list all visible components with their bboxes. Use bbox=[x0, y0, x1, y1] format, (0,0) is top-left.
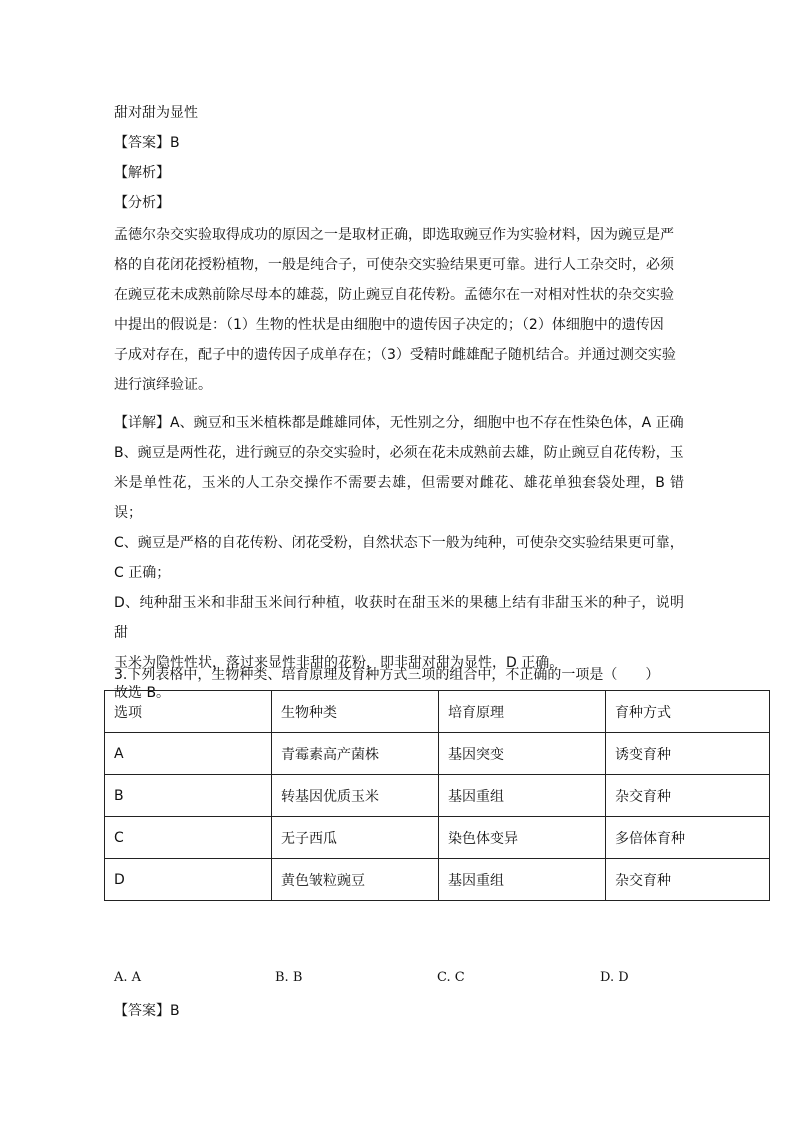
table-row bbox=[105, 733, 770, 775]
table-cell: 基因突变 bbox=[439, 733, 606, 775]
table-cell: 多倍体育种 bbox=[606, 817, 770, 859]
table-header-cell: 生物种类 bbox=[272, 691, 439, 733]
option-b: B. B bbox=[275, 970, 303, 985]
xiangjie-line: 玉米为隐性性状，落过来显性非甜的花粉，即非甜对甜为显性，D 正确。 bbox=[114, 655, 564, 671]
xiangjie-line: C、豌豆是严格的自花传粉、闭花受粉，自然状态下一般为纯种，可使杂交实验结果更可靠， bbox=[114, 535, 684, 551]
fenxi-tag: 【分析】 bbox=[114, 195, 170, 211]
table-row bbox=[105, 859, 770, 901]
table-cell: 杂交育种 bbox=[606, 775, 770, 817]
answer-line-2 bbox=[114, 1001, 180, 1021]
table-cell: 染色体变异 bbox=[439, 817, 606, 859]
fenxi-line: 进行演绎验证。 bbox=[114, 377, 212, 393]
table-header-cell: 育种方式 bbox=[606, 691, 770, 733]
table-header-cell: 选项 bbox=[105, 691, 272, 733]
xiangjie-line: 故选 B。 bbox=[114, 685, 171, 701]
intro-line: 甜对甜为显性 bbox=[114, 105, 198, 121]
table-cell: 转基因优质玉米 bbox=[272, 775, 439, 817]
fenxi-line: 在豌豆花未成熟前除尽母本的雄蕊，防止豌豆自花传粉。孟德尔在一对相对性状的杂交实验 bbox=[114, 287, 674, 303]
xiangjie-line: 【详解】A、豌豆和玉米植株都是雌雄同体，无性别之分，细胞中也不存在性染色体，A 正确 bbox=[114, 415, 684, 431]
table-row bbox=[105, 817, 770, 859]
fenxi-line: 格的自花闭花授粉植物，一般是纯合子，可使杂交实验结果更可靠。进行人工杂交时，必须 bbox=[114, 257, 674, 273]
option-c: C. C bbox=[437, 970, 465, 985]
table-cell: 诱变育种 bbox=[606, 733, 770, 775]
table-header-row bbox=[105, 691, 770, 733]
table-cell: 青霉素高产菌株 bbox=[272, 733, 439, 775]
analysis-tag: 【解析】 bbox=[114, 165, 170, 181]
fenxi-line: 中提出的假说是：（1）生物的性状是由细胞中的遗传因子决定的；（2）体细胞中的遗传因 bbox=[114, 317, 664, 333]
table-header-cell: 培育原理 bbox=[439, 691, 606, 733]
xiangjie-tag: 【详解】 bbox=[114, 415, 170, 431]
table-cell: B bbox=[105, 775, 272, 817]
xiangjie-paragraph bbox=[114, 408, 684, 708]
xiangjie-line: D、纯种甜玉米和非甜玉米间行种植，收获时在甜玉米的果穗上结有非甜玉米的种子，说明甜 bbox=[114, 595, 684, 641]
table-cell: D bbox=[105, 859, 272, 901]
xiangjie-line: 米是单性花，玉米的人工杂交操作不需要去雄，但需要对雌花、雄花单独套袋处理，B 错误； bbox=[114, 475, 684, 521]
question-text: 3.下列表格中，生物种类、培育原理及育种方式三项的组合中，不正确的一项是（ ） bbox=[114, 667, 660, 683]
table-cell: 基因重组 bbox=[439, 859, 606, 901]
table-cell: A bbox=[105, 733, 272, 775]
answer-value: B bbox=[170, 135, 180, 151]
table-cell: 无子西瓜 bbox=[272, 817, 439, 859]
xiangjie-line: B、豌豆是两性花，进行豌豆的杂交实验时，必须在花未成熟前去雄，防止豌豆自花传粉，玉 bbox=[114, 445, 684, 461]
table-row bbox=[105, 775, 770, 817]
table-cell: 基因重组 bbox=[439, 775, 606, 817]
question-table bbox=[104, 690, 770, 901]
table-cell: 黄色皱粒豌豆 bbox=[272, 859, 439, 901]
option-a: A. A bbox=[114, 970, 142, 985]
fenxi-line: 孟德尔杂交实验取得成功的原因之一是取材正确，即选取豌豆作为实验材料，因为豌豆是严 bbox=[114, 227, 674, 243]
table-cell: C bbox=[105, 817, 272, 859]
option-d: D. D bbox=[600, 970, 629, 985]
answer-value: B bbox=[170, 1003, 180, 1019]
answer-line-1 bbox=[114, 133, 180, 153]
answer-tag: 【答案】 bbox=[114, 1003, 170, 1019]
table-cell: 杂交育种 bbox=[606, 859, 770, 901]
xiangjie-line: C 正确； bbox=[114, 565, 171, 581]
fenxi-paragraph bbox=[114, 220, 684, 400]
fenxi-line: 子成对存在，配子中的遗传因子成单存在；（3）受精时雌雄配子随机结合。并通过测交实验 bbox=[114, 347, 676, 363]
answer-tag: 【答案】 bbox=[114, 135, 170, 151]
